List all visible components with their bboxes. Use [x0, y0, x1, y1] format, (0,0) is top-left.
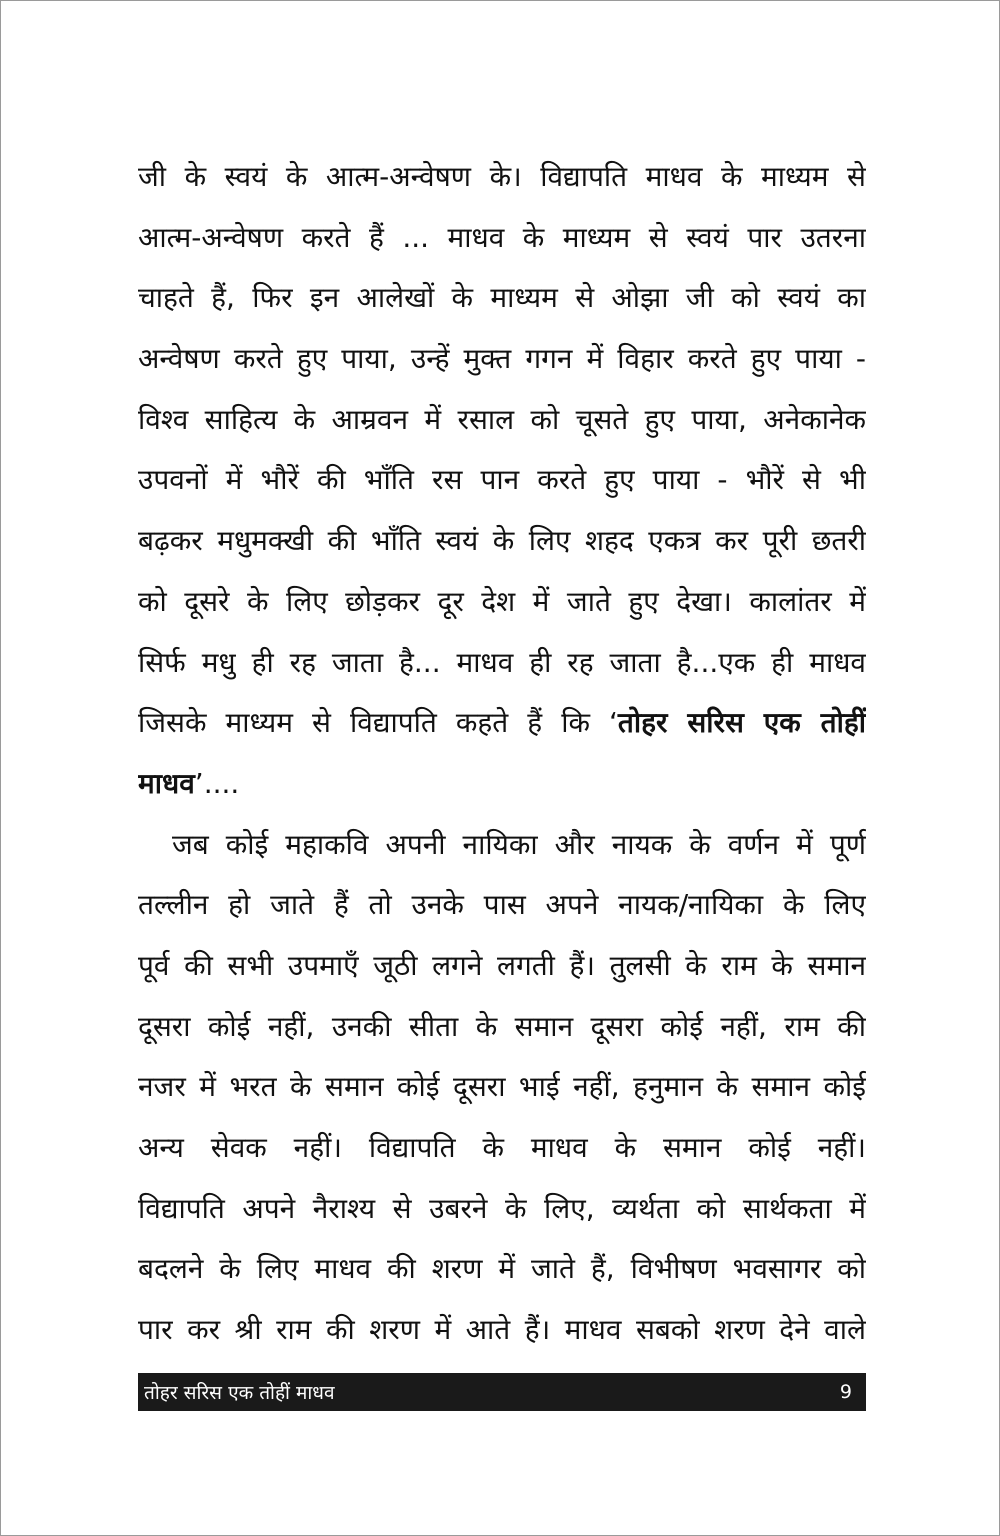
- text-line: नजर में भरत के समान कोई दूसरा भाई नहीं, हनुमान के समान कोई: [138, 1070, 866, 1104]
- text-line: दूसरा कोई नहीं, उनकी सीता के समान दूसरा कोई नहीं, राम की: [138, 1009, 866, 1043]
- text-line: बढ़कर मधुमक्खी की भाँति स्वयं के लिए शहद एकत्र कर पूरी छतरी: [138, 524, 866, 558]
- text-line: अन्य सेवक नहीं। विद्यापति के माधव के समान कोई नहीं।: [138, 1131, 866, 1164]
- bold-quote: तोहर सरिस एक तोहीं: [617, 706, 866, 740]
- text-line-with-quote: [138, 693, 866, 754]
- text-line: जब कोई महाकवि अपनी नायिका और नायक के वर्णन में पूर्ण: [172, 827, 866, 861]
- text-segment: ’....: [194, 766, 240, 800]
- text-line: को दूसरे के लिए छोड़कर दूर देश में जाते हुए देखा। कालांतर में: [138, 584, 866, 618]
- page-body: [138, 147, 866, 1361]
- text-line: पूर्व की सभी उपमाएँ जूठी लगने लगती हैं। तुलसी के राम के समान: [138, 948, 866, 982]
- text-line: जी के स्वयं के आत्म-अन्वेषण के। विद्यापति माधव के माध्यम से: [138, 160, 866, 193]
- text-line: आत्म-अन्वेषण करते हैं ... माधव के माध्यम से स्वयं पार उतरना: [138, 220, 866, 254]
- text-line: सिर्फ मधु ही रह जाता है... माधव ही रह जाता है...एक ही माधव: [138, 645, 866, 679]
- text-line: चाहते हैं, फिर इन आलेखों के माध्यम से ओझा जी को स्वयं का: [138, 281, 866, 315]
- text-line: अन्वेषण करते हुए पाया, उन्हें मुक्त गगन में विहार करते हुए पाया -: [138, 342, 866, 376]
- text-line: उपवनों में भौरें की भाँति रस पान करते हुए पाया - भौरें से भी: [138, 463, 866, 497]
- text-line: विद्यापति अपने नैराश्य से उबरने के लिए, व्यर्थता को सार्थकता में: [138, 1191, 866, 1225]
- page-number: 9: [839, 1381, 852, 1403]
- running-title: तोहर सरिस एक तोहीं माधव: [144, 1382, 335, 1404]
- text-line: पार कर श्री राम की शरण में आते हैं। माधव सबको शरण देने वाले: [138, 1313, 866, 1347]
- text-line: बदलने के लिए माधव की शरण में जाते हैं, विभीषण भवसागर को: [138, 1252, 866, 1286]
- text-line-quote-end: [138, 754, 866, 815]
- bold-quote-end: माधव: [138, 766, 195, 800]
- page-footer: [138, 1373, 866, 1411]
- text-segment: जिसके माध्यम से विद्यापति कहते हैं कि ‘: [138, 706, 618, 740]
- text-line: विश्व साहित्य के आम्रवन में रसाल को चूसते हुए पाया, अनेकानेक: [138, 402, 866, 436]
- text-line: तल्लीन हो जाते हैं तो उनके पास अपने नायक/नायिका के लिए: [138, 888, 866, 922]
